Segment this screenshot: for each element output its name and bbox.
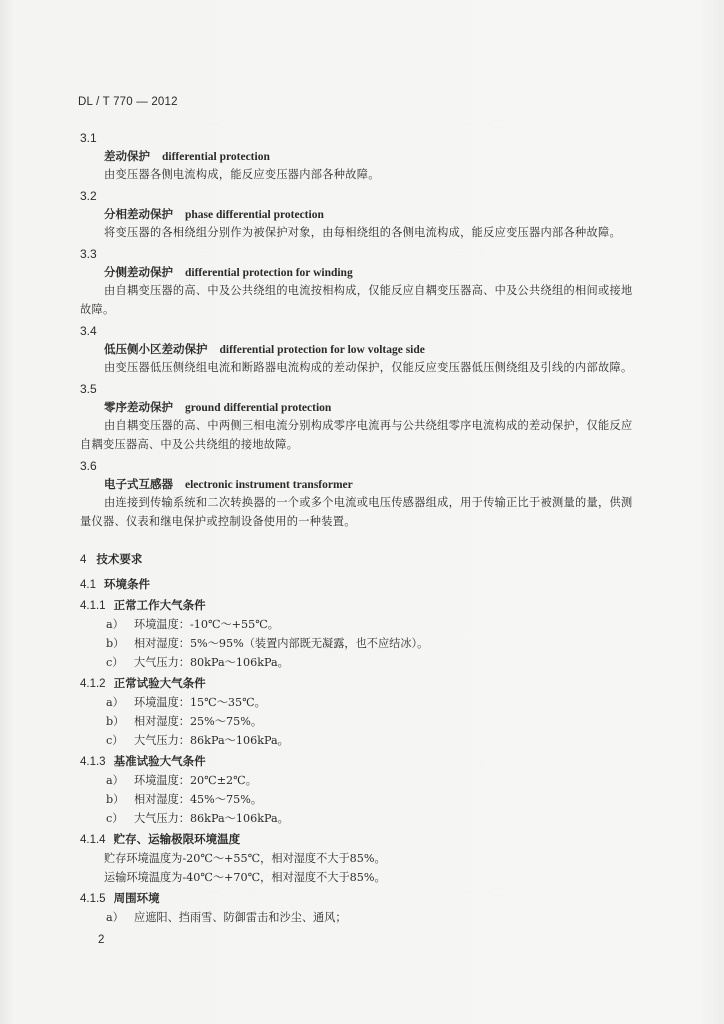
- term-definition: 由自耦变压器的高、中及公共绕组的电流按相构成，仅能反应自耦变压器高、中及公共绕组的相间或接地故障。: [80, 284, 633, 316]
- list-item-text: 环境温度：-10℃～+55℃。: [134, 618, 279, 631]
- list-marker: a）: [106, 618, 124, 631]
- list-item-text: 应遮阳、挡雨雪、防御雷击和沙尘、通风；: [134, 911, 347, 924]
- section-number: 4: [80, 554, 87, 566]
- term-title-zh: 零序差动保护: [104, 400, 173, 414]
- list-item: [80, 731, 640, 750]
- term-title-en: differential protection for low voltage side: [219, 344, 425, 356]
- term-definition: 由自耦变压器的高、中两侧三相电流分别构成零序电流再与公共绕组零序电流构成的差动保护，仅能反应自耦变压器高、中及公共绕组的接地故障。: [80, 419, 633, 451]
- term-title-zh: 差动保护: [104, 149, 150, 163]
- list-marker: a）: [106, 774, 124, 787]
- list-item-text: 大气压力：86kPa～106kPa。: [134, 734, 289, 747]
- page-number: 2: [98, 934, 105, 946]
- term-title-en: differential protection for winding: [185, 267, 353, 279]
- term-definition: 由变压器各侧电流构成，能反应变压器内部各种故障。: [104, 168, 380, 181]
- subsection-heading: [80, 575, 640, 594]
- term-title-en: phase differential protection: [185, 209, 324, 221]
- subsection-title: 正常工作大气条件: [113, 598, 206, 612]
- term-title-zh: 分相差动保护: [104, 207, 173, 221]
- list-marker: a）: [106, 911, 124, 924]
- list-item: [80, 712, 640, 731]
- term-title: [80, 398, 640, 416]
- list-item-text: 大气压力：86kPa～106kPa。: [134, 812, 289, 825]
- standard-code: DL / T 770 — 2012: [78, 96, 178, 108]
- list-marker: b）: [106, 637, 125, 650]
- term-block: [80, 381, 640, 454]
- list-item-text: 相对湿度：5%～95%（装置内部既无凝露，也不应结冰）。: [134, 637, 429, 650]
- subsection-number: 4.1.3: [80, 756, 106, 768]
- paragraph-line: 贮存环境温度为-20℃～+55℃，相对湿度不大于85%。: [104, 852, 386, 865]
- list-item: [80, 653, 640, 672]
- subsection-number: 4.1.1: [80, 600, 106, 612]
- term-definition: 由变压器低压侧绕组电流和断路器电流构成的差动保护，仅能反应变压器低压侧绕组及引线的内部故障。: [104, 361, 633, 374]
- subsection-number: 4.1.5: [80, 893, 106, 905]
- list-marker: a）: [106, 696, 124, 709]
- subsection-heading: [80, 674, 640, 693]
- list-item: [80, 615, 640, 634]
- subsection-heading: [80, 752, 640, 771]
- paragraph-line: 运输环境温度为-40℃～+70℃，相对湿度不大于85%。: [104, 871, 386, 884]
- list-item: [80, 790, 640, 809]
- term-title-en: ground differential protection: [185, 402, 332, 414]
- subsection-title: 基准试验大气条件: [113, 754, 206, 768]
- term-title-zh: 低压侧小区差动保护: [104, 342, 208, 356]
- term-block: [80, 188, 640, 242]
- section-heading: [80, 551, 640, 567]
- term-title-zh: 分侧差动保护: [104, 265, 173, 279]
- subsection-title: 正常试验大气条件: [113, 676, 206, 690]
- list-item: [80, 634, 640, 653]
- subsection-heading: [80, 830, 640, 849]
- term-title-en: differential protection: [162, 151, 270, 163]
- term-title: [80, 263, 640, 281]
- list-marker: c）: [106, 812, 124, 825]
- term-block: [80, 458, 640, 531]
- term-definition: 由连接到传输系统和二次转换器的一个或多个电流或电压传感器组成，用于传输正比于被测量的量，供测量仪器、仪表和继电保护或控制设备使用的一种装置。: [80, 496, 633, 528]
- term-title-zh: 电子式互感器: [104, 477, 173, 491]
- list-item-text: 相对湿度：25%～75%。: [134, 715, 263, 728]
- list-item: [80, 908, 640, 927]
- page-content: [80, 126, 640, 927]
- term-block: [80, 323, 640, 377]
- subsection-number: 4.1.4: [80, 834, 106, 846]
- term-number: 3.1: [80, 131, 97, 145]
- subsection-heading: [80, 596, 640, 615]
- term-number: 3.3: [80, 247, 97, 261]
- term-number: 3.4: [80, 324, 97, 338]
- subsection-number: 4.1: [80, 579, 96, 591]
- list-item-text: 环境温度：20℃±2℃。: [134, 774, 257, 787]
- subsection-heading: [80, 889, 640, 908]
- list-marker: c）: [106, 656, 124, 669]
- subsection-number: 4.1.2: [80, 678, 106, 690]
- subsection-title: 周围环境: [113, 891, 160, 905]
- term-definition: 将变压器的各相绕组分别作为被保护对象，由每相绕组的各侧电流构成，能反应变压器内部各种故障。: [104, 226, 621, 239]
- list-item-text: 相对湿度：45%～75%。: [134, 793, 263, 806]
- term-number: 3.6: [80, 459, 97, 473]
- term-title: [80, 147, 640, 165]
- term-block: [80, 246, 640, 319]
- list-marker: b）: [106, 715, 125, 728]
- subsection-title: 贮存、运输极限环境温度: [113, 832, 241, 846]
- list-item-text: 大气压力：80kPa～106kPa。: [134, 656, 289, 669]
- term-number: 3.5: [80, 382, 97, 396]
- list-marker: c）: [106, 734, 124, 747]
- term-title: [80, 475, 640, 493]
- term-title-en: electronic instrument transformer: [185, 479, 353, 491]
- term-block: [80, 130, 640, 184]
- list-item-text: 环境温度：15℃～35℃。: [134, 696, 266, 709]
- list-marker: b）: [106, 793, 125, 806]
- list-item: [80, 771, 640, 790]
- list-item: [80, 693, 640, 712]
- term-number: 3.2: [80, 189, 97, 203]
- list-item: [80, 809, 640, 828]
- term-title: [80, 340, 640, 358]
- term-title: [80, 205, 640, 223]
- section-title: 技术要求: [96, 552, 143, 566]
- subsection-title: 环境条件: [104, 577, 150, 591]
